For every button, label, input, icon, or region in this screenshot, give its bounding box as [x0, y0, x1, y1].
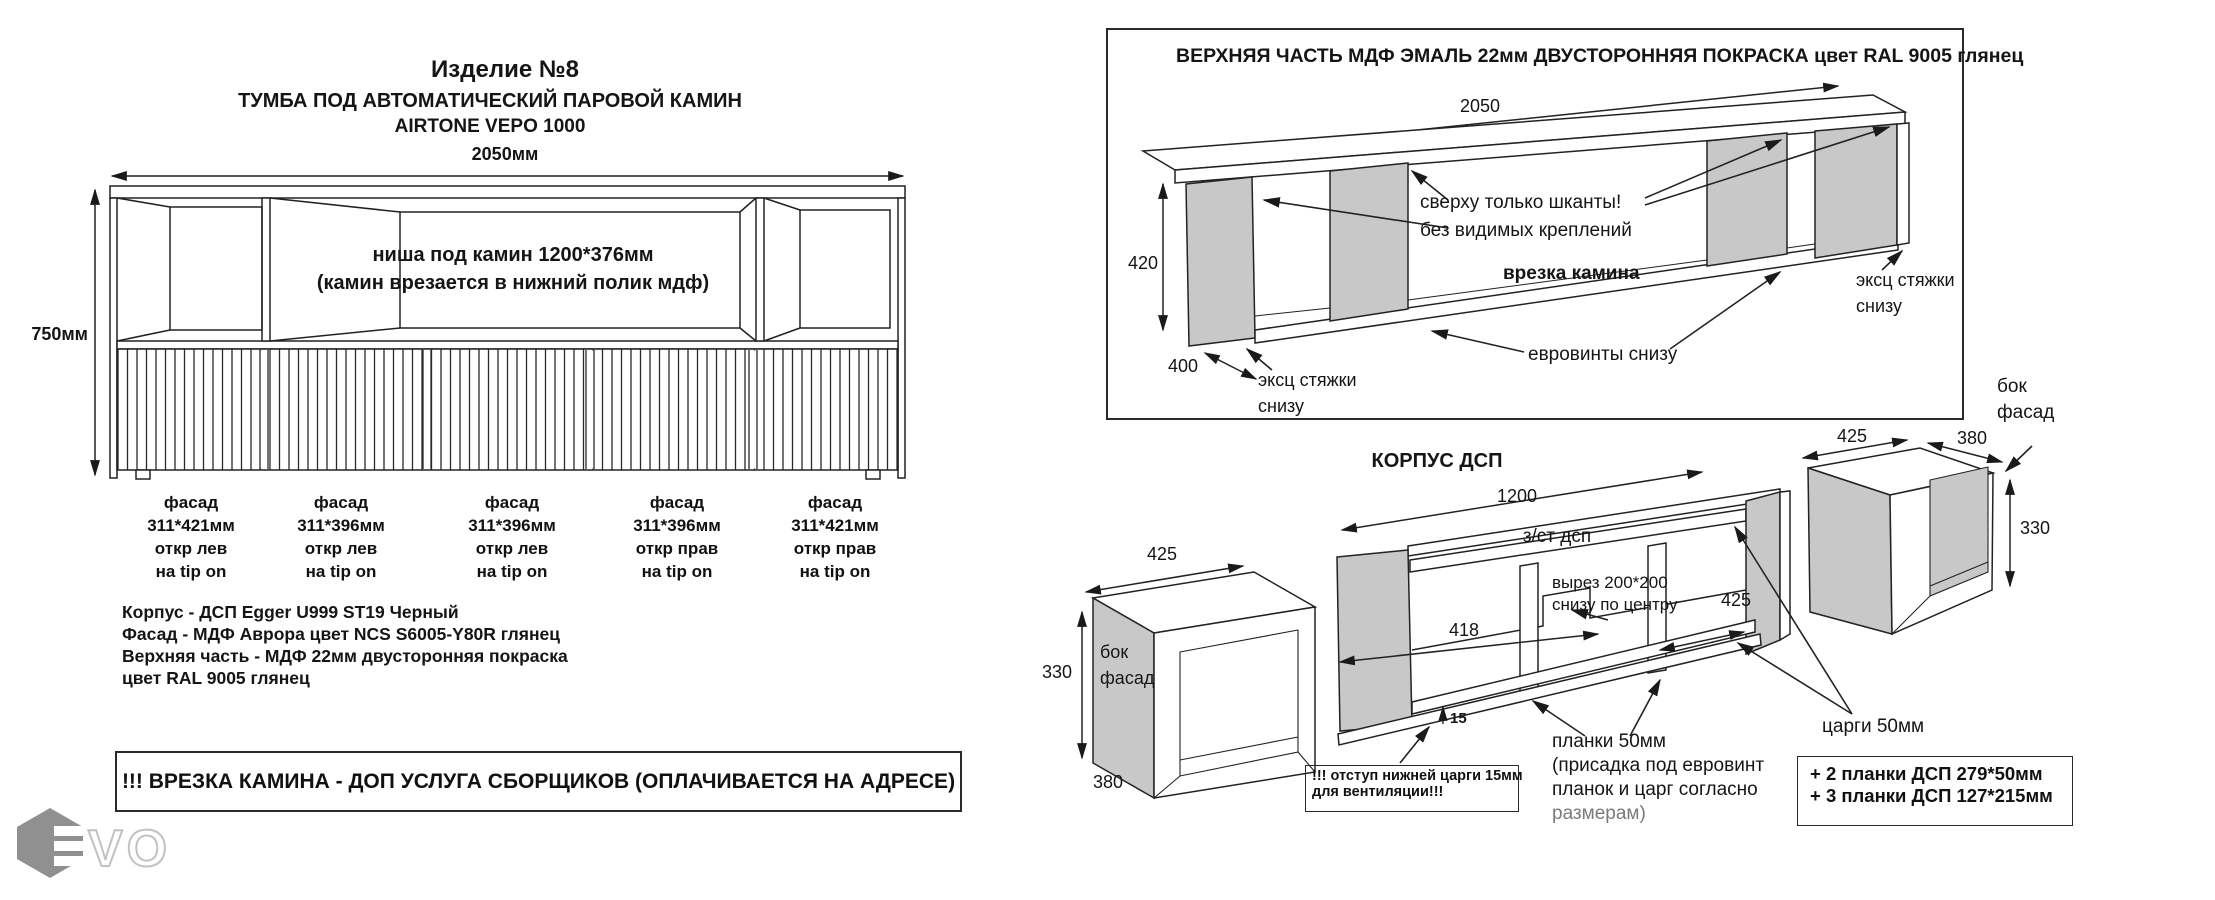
dim-420-label: 420 [1127, 253, 1158, 273]
dim-2050-3d-label: 2050 [1459, 96, 1501, 116]
facade-2-open: откр лев [304, 539, 378, 558]
ecc-ties-left-line2: снизу [1258, 396, 1305, 416]
left-box-height-label: 330 [1041, 662, 1072, 682]
planks-note-line3: планок и царг согласно [1552, 779, 1758, 800]
ecc-ties-left-line1: эксц стяжки [1258, 370, 1357, 390]
facade-1-size: 311*421мм [147, 516, 235, 535]
material-line3: Верхняя часть - МДФ 22мм двусторонняя покраска [122, 646, 568, 666]
material-line4: цвет RAL 9005 глянец [122, 668, 310, 688]
corpus-right-box-drawing [1803, 440, 2032, 634]
left-box-face-line2: фасад [1100, 668, 1155, 688]
side-facade-note-line1: бок [1997, 376, 2027, 397]
left-box-face-line1: бок [1100, 642, 1129, 662]
niche-note-line1: ниша под камин 1200*376мм [372, 244, 654, 266]
page-subtitle2: AIRTONE VEPO 1000 [394, 116, 586, 137]
front-view-drawing [95, 176, 905, 479]
page-title: Изделие №8 [431, 56, 579, 83]
right-box-width-label: 425 [1836, 426, 1868, 446]
vent-note-line1: !!! отступ нижней царги 15мм [1312, 768, 1523, 784]
facade-2-hinge: на tip on [305, 562, 377, 581]
dim-2050-label: 2050мм [471, 144, 539, 164]
facade-4-name: фасад [649, 493, 705, 512]
planks-note [1552, 730, 1764, 826]
extra-planks-line1: + 2 планки ДСП 279*50мм [1810, 763, 2043, 784]
warning-box [115, 751, 962, 812]
facade-3-hinge: на tip on [476, 562, 548, 581]
materials-block [122, 601, 568, 689]
side-facade-leader [2006, 446, 2032, 471]
main-box-back-label: з/ст дсп [1522, 526, 1592, 547]
extra-planks-box [1797, 756, 2073, 826]
dim-425-center-label: 425 [1720, 590, 1752, 610]
material-line1: Корпус - ДСП Egger U999 ST19 Черный [122, 602, 459, 622]
cutout-note-line1: вырез 200*200 [1552, 573, 1668, 592]
cutout-note-line2: снизу по центру [1552, 595, 1678, 614]
dowels-note-line1: сверху только шканты! [1420, 192, 1622, 213]
material-line2: Фасад - МДФ Аврора цвет NCS S6005-Y80R глянец [122, 624, 561, 644]
facade-5-open: откр прав [793, 539, 877, 558]
facade-5-name: фасад [807, 493, 863, 512]
fireplace-insert-label: врезка камина [1503, 263, 1640, 284]
vent-note-line2: для вентиляции!!! [1312, 784, 1444, 800]
corpus-title: КОРПУС ДСП [1371, 450, 1503, 472]
rails-label: царги 50мм [1822, 716, 1925, 737]
facade-2-name: фасад [313, 493, 369, 512]
euroscrews-label: евровинты снизу [1528, 344, 1678, 365]
warning-text: !!! ВРЕЗКА КАМИНА - ДОП УСЛУГА СБОРЩИКОВ (ОПЛАЧИВАЕТСЯ НА АДРЕСЕ) [121, 769, 956, 793]
facade-2-size: 311*396мм [297, 516, 385, 535]
facade-3-name: фасад [484, 493, 540, 512]
vent-note-box [1305, 765, 1523, 812]
dim-400-label: 400 [1167, 356, 1199, 376]
extra-planks-line2: + 3 планки ДСП 127*215мм [1810, 785, 2053, 806]
dim-418-label: 418 [1448, 620, 1480, 640]
logo-letters: VO [88, 820, 172, 878]
planks-note-line2: (присадка под евровинт [1552, 755, 1765, 776]
facade-label-5 [760, 491, 910, 583]
facade-1-hinge: на tip on [155, 562, 227, 581]
left-box-depth-label: 380 [1092, 772, 1124, 792]
left-box-width-label: 425 [1146, 544, 1178, 564]
top-unit-title: ВЕРХНЯЯ ЧАСТЬ МДФ ЭМАЛЬ 22мм ДВУСТОРОННЯЯ ПОКРАСКА цвет RAL 9005 глянец [1176, 45, 2024, 67]
facade-4-hinge: на tip on [641, 562, 713, 581]
planks-note-line4: размерам) [1552, 803, 1646, 824]
facade-3-open: откр лев [475, 539, 549, 558]
planks-note-line1: планки 50мм [1552, 731, 1666, 752]
niche-note-line2: (камин врезается в нижний полик мдф) [316, 272, 710, 294]
ecc-ties-right-line2: снизу [1856, 296, 1903, 316]
side-facade-note-line2: фасад [1997, 402, 2055, 423]
page-subtitle1: ТУМБА ПОД АВТОМАТИЧЕСКИЙ ПАРОВОЙ КАМИН [238, 90, 742, 112]
right-box-depth-label: 380 [1956, 428, 1988, 448]
facade-5-hinge: на tip on [799, 562, 871, 581]
right-box-height-label: 330 [2020, 518, 2051, 538]
facade-4-size: 311*396мм [633, 516, 721, 535]
facade-label-2 [266, 491, 416, 583]
corpus-main-box-drawing [1337, 472, 1852, 763]
facade-1-name: фасад [163, 493, 219, 512]
facade-1-open: откр лев [154, 539, 228, 558]
facade-5-size: 311*421мм [791, 516, 879, 535]
facade-label-3 [437, 491, 587, 583]
dowels-note-line2: без видимых креплений [1420, 220, 1632, 241]
facade-label-4 [602, 491, 752, 583]
facade-4-open: откр прав [635, 539, 719, 558]
vent-gap-label: 15 [1450, 710, 1467, 727]
evo-logo [17, 808, 171, 878]
main-box-length-label: 1200 [1496, 486, 1538, 506]
dim-750-label: 750мм [31, 324, 88, 344]
facade-label-1 [116, 491, 266, 583]
ecc-ties-right-line1: эксц стяжки [1856, 270, 1955, 290]
facade-3-size: 311*396мм [468, 516, 556, 535]
fluted-facade [117, 349, 898, 470]
